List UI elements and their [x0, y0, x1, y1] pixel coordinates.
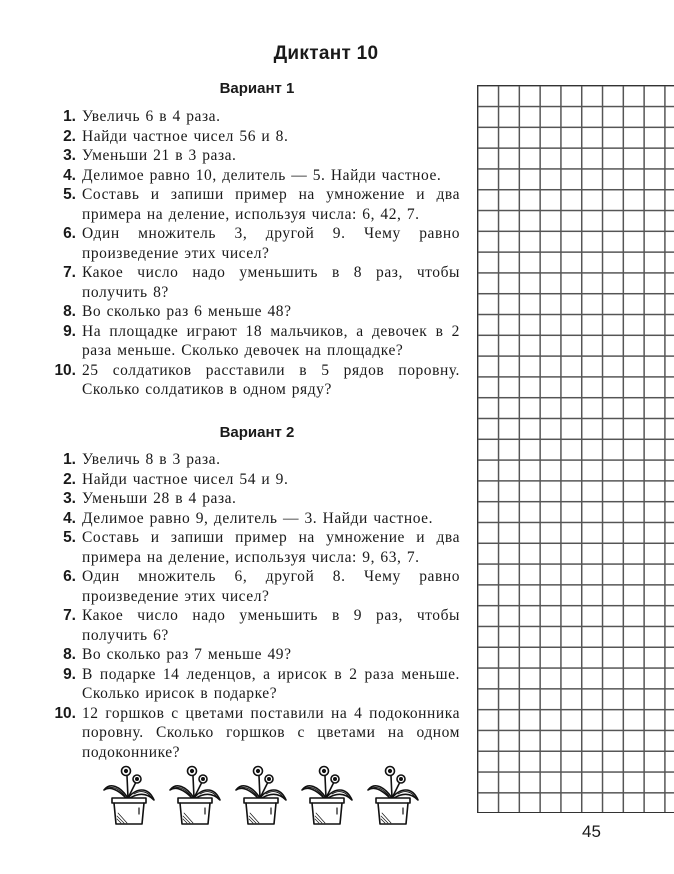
task-text: Какое число надо уменьшить в 8 раз, чтобы получить 8? — [82, 264, 460, 301]
task-number: 7. — [63, 264, 76, 281]
task-item — [40, 606, 460, 645]
task-text: Во сколько раз 6 меньше 48? — [82, 303, 292, 320]
task-text: Один множитель 3, другой 9. Чему равно произведение этих чисел? — [82, 225, 460, 262]
task-number: 3. — [63, 490, 76, 507]
flower-pot-icon — [166, 760, 226, 830]
task-number: 10. — [54, 704, 76, 722]
task-text: Один множитель 6, другой 8. Чему равно произведение этих чисел? — [82, 568, 460, 605]
flower-pot-icon — [232, 760, 292, 830]
task-number: 9. — [63, 322, 76, 340]
task-text: Делимое равно 9, делитель — 3. Найди частное. — [82, 509, 434, 527]
task-text: Во сколько раз 7 меньше 49? — [82, 646, 292, 663]
task-number: 1. — [63, 108, 76, 125]
task-item — [40, 185, 460, 224]
task-text: Увеличь 6 в 4 раза. — [82, 108, 221, 125]
variant-2-title: Вариант 2 — [219, 424, 295, 441]
flower-pot-icon — [364, 760, 424, 830]
task-text: Найди частное чисел 56 и 8. — [82, 127, 289, 145]
task-item — [40, 263, 460, 302]
task-item — [40, 645, 460, 665]
task-number: 2. — [63, 470, 76, 488]
task-item — [40, 127, 460, 147]
page-number: 45 — [582, 822, 601, 841]
task-number: 9. — [63, 665, 76, 683]
task-text: Составь и запиши пример на умножение и два примера на деление, используя числа: 9, 63, 7. — [82, 529, 460, 566]
task-item — [40, 450, 460, 470]
task-number: 2. — [63, 127, 76, 145]
variant-1-title: Вариант 1 — [219, 80, 295, 97]
task-number: 5. — [63, 186, 76, 203]
task-text: На площадке играют 18 мальчиков, а девочек в 2 раза меньше. Сколько девочек на площадке? — [82, 322, 460, 359]
flower-pot-icon — [100, 760, 160, 830]
task-item — [40, 704, 460, 763]
flower-pots-illustration — [100, 760, 424, 830]
page-title — [0, 43, 674, 65]
task-number: 7. — [63, 607, 76, 624]
task-text: 25 солдатиков расставили в 5 рядов поровну. Сколько солдатиков в одном ряду? — [82, 361, 460, 398]
task-item — [40, 361, 460, 400]
task-item — [40, 509, 460, 529]
task-number: 8. — [63, 303, 76, 320]
task-text: В подарке 14 леденцов, а ирисок в 2 раза меньше. Сколько ирисок в подарке? — [82, 665, 460, 702]
task-text: Какое число надо уменьшить в 9 раз, чтобы получить 6? — [82, 607, 460, 644]
task-number: 1. — [63, 451, 76, 468]
task-number: 4. — [63, 166, 76, 184]
task-text: Уменьши 21 в 3 раза. — [82, 147, 237, 164]
flower-pot-icon — [298, 760, 358, 830]
task-number: 5. — [63, 529, 76, 546]
task-text: 12 горшков с цветами поставили на 4 подоконника поровну. Сколько горшков с цветами на одном подоконнике? — [82, 704, 460, 761]
task-item — [40, 146, 460, 166]
task-item — [40, 665, 460, 704]
variant-1-task-list — [40, 107, 460, 400]
task-item — [40, 470, 460, 490]
task-item — [40, 489, 460, 509]
variant-2-task-list — [40, 450, 460, 762]
page-title-text: Диктант 10 — [273, 43, 379, 64]
task-item — [40, 322, 460, 361]
squared-answer-grid — [477, 85, 674, 813]
task-number: 6. — [63, 225, 76, 242]
task-item — [40, 302, 460, 322]
task-number: 6. — [63, 568, 76, 585]
task-number: 3. — [63, 147, 76, 164]
task-text: Составь и запиши пример на умножение и два примера на деление, используя числа: 6, 42, 7. — [82, 186, 460, 223]
task-number: 10. — [54, 361, 76, 379]
task-text: Найди частное чисел 54 и 9. — [82, 470, 289, 488]
task-text: Уменьши 28 в 4 раза. — [82, 490, 237, 507]
task-number: 4. — [63, 509, 76, 527]
task-item — [40, 567, 460, 606]
task-item — [40, 528, 460, 567]
task-item — [40, 224, 460, 263]
task-item — [40, 107, 460, 127]
task-number: 8. — [63, 646, 76, 663]
task-text: Увеличь 8 в 3 раза. — [82, 451, 221, 468]
task-text: Делимое равно 10, делитель — 5. Найди частное. — [82, 166, 442, 184]
task-item — [40, 166, 460, 186]
